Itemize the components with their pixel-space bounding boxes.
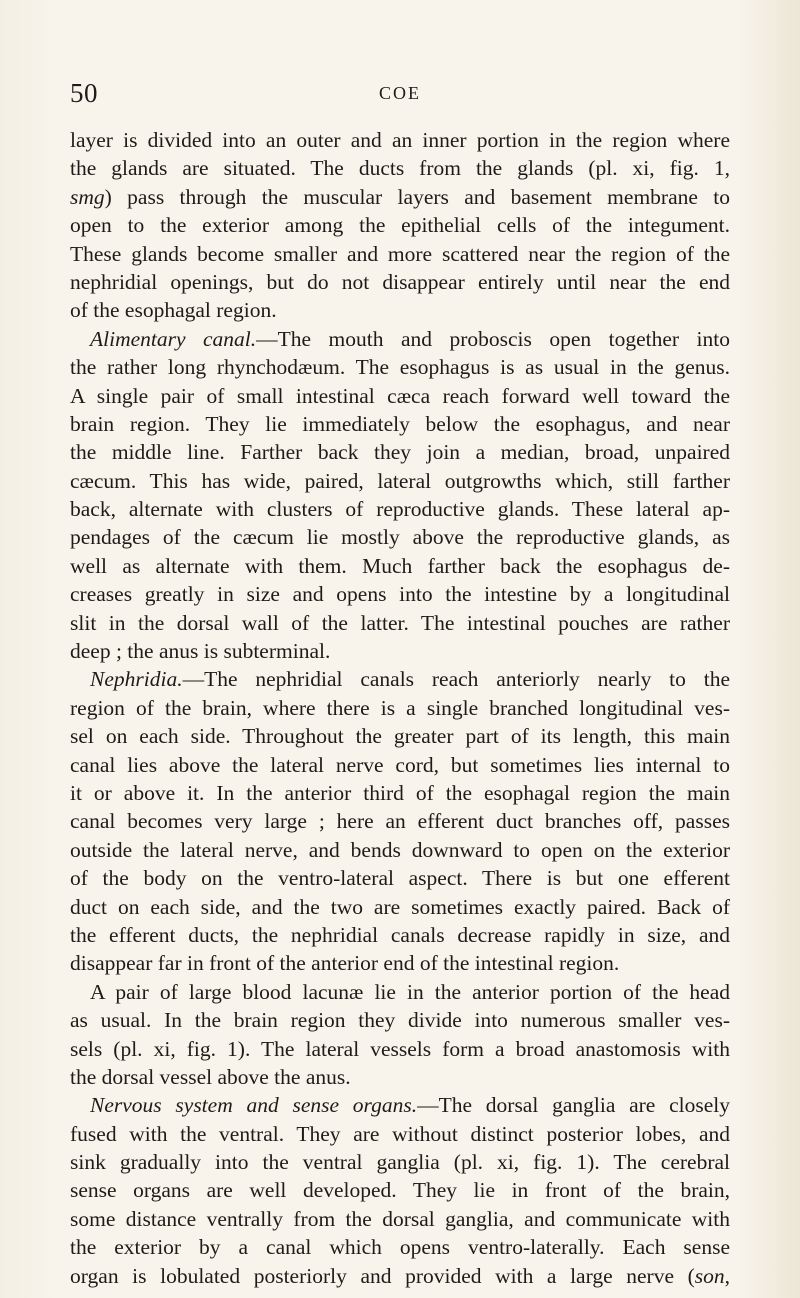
text-segment: fused with the ventral. They are without distinct posterior lobes, and: [70, 1121, 730, 1146]
text-segment: the exterior by a canal which opens ventro-laterally. Each sense: [70, 1235, 730, 1260]
page-header: [70, 78, 730, 108]
body-text: [70, 126, 730, 1290]
text-line: [70, 325, 730, 353]
text-line: [70, 523, 730, 551]
italic-text: Nervous system and sense organs.: [90, 1093, 418, 1118]
text-segment: sel on each side. Throughout the greater part of its length, this main: [70, 724, 730, 749]
text-segment: A single pair of small intestinal cæca reach forward well toward the: [70, 383, 730, 408]
text-segment: —The mouth and proboscis open together into: [256, 326, 730, 351]
text-line: [70, 154, 730, 182]
text-line: [70, 382, 730, 410]
text-line: [70, 353, 730, 381]
text-segment: region of the brain, where there is a single branched longitudinal ves-: [70, 695, 730, 720]
text-line: [70, 665, 730, 693]
text-segment: the dorsal vessel above the anus.: [70, 1064, 351, 1089]
text-line: [70, 1148, 730, 1176]
text-line: [70, 1006, 730, 1034]
text-segment: sink gradually into the ventral ganglia (pl. xi, fig. 1). The cerebral: [70, 1150, 730, 1175]
text-segment: some distance ventrally from the dorsal ganglia, and communicate with: [70, 1206, 730, 1231]
text-segment: it or above it. In the anterior third of the esophagal region the main: [70, 780, 730, 805]
text-line: [70, 921, 730, 949]
text-segment: the middle line. Farther back they join a median, broad, unpaired: [70, 440, 730, 465]
text-line: [70, 467, 730, 495]
text-segment: pendages of the cæcum lie mostly above the reproductive glands, as: [70, 525, 730, 550]
text-line: [70, 864, 730, 892]
text-segment: of the esophagal region.: [70, 298, 277, 323]
text-segment: sense organs are well developed. They lie in front of the brain,: [70, 1178, 730, 1203]
text-line: [70, 211, 730, 239]
text-line: [70, 779, 730, 807]
text-segment: outside the lateral nerve, and bends downward to open on the exterior: [70, 837, 730, 862]
text-line: [70, 1262, 730, 1290]
text-segment: sels (pl. xi, fig. 1). The lateral vessels form a broad anastomosis with: [70, 1036, 730, 1061]
text-line: [70, 1120, 730, 1148]
italic-text: smg: [70, 184, 105, 209]
text-line: [70, 1035, 730, 1063]
page-number: 50: [70, 78, 98, 108]
text-line: [70, 1205, 730, 1233]
text-line: [70, 240, 730, 268]
italic-text: Nephridia.: [90, 667, 183, 692]
text-segment: ) pass through the muscular layers and basement membrane to: [104, 184, 730, 209]
text-line: [70, 1091, 730, 1119]
text-segment: ,: [724, 1263, 730, 1288]
text-line: [70, 410, 730, 438]
text-segment: canal lies above the lateral nerve cord, but sometimes lies internal to: [70, 752, 730, 777]
text-segment: —The dorsal ganglia are closely: [417, 1093, 730, 1118]
text-line: [70, 893, 730, 921]
text-segment: brain region. They lie immediately below the esophagus, and near: [70, 411, 730, 436]
text-segment: creases greatly in size and opens into the intestine by a longitudinal: [70, 582, 730, 607]
text-segment: of the body on the ventro-lateral aspect. There is but one efferent: [70, 866, 730, 891]
text-segment: These glands become smaller and more scattered near the region of the: [70, 241, 730, 266]
text-line: [70, 268, 730, 296]
text-segment: back, alternate with clusters of reproductive glands. These lateral ap-: [70, 497, 730, 522]
text-line: [70, 126, 730, 154]
text-line: [70, 978, 730, 1006]
text-line: [70, 552, 730, 580]
text-segment: canal becomes very large ; here an efferent duct branches off, passes: [70, 809, 730, 834]
text-segment: as usual. In the brain region they divide into numerous smaller ves-: [70, 1008, 730, 1033]
text-segment: the glands are situated. The ducts from the glands (pl. xi, fig. 1,: [70, 156, 730, 181]
text-segment: duct on each side, and the two are sometimes exactly paired. Back of: [70, 894, 730, 919]
text-line: [70, 1233, 730, 1261]
text-segment: —The nephridial canals reach anteriorly nearly to the: [182, 667, 730, 692]
text-line: [70, 836, 730, 864]
text-segment: layer is divided into an outer and an inner portion in the region where: [70, 128, 730, 152]
text-segment: nephridial openings, but do not disappear entirely until near the end: [70, 269, 730, 294]
text-segment: A pair of large blood lacunæ lie in the anterior portion of the head: [90, 979, 730, 1004]
text-line: [70, 949, 730, 977]
italic-text: son: [694, 1263, 725, 1288]
text-segment: open to the exterior among the epithelial cells of the integument.: [70, 213, 730, 238]
text-segment: the rather long rhynchodæum. The esophagus is as usual in the genus.: [70, 355, 730, 380]
running-head: COE: [379, 83, 421, 103]
text-line: [70, 722, 730, 750]
text-line: [70, 495, 730, 523]
text-line: [70, 183, 730, 211]
text-segment: the efferent ducts, the nephridial canals decrease rapidly in size, and: [70, 922, 730, 947]
text-segment: slit in the dorsal wall of the latter. The intestinal pouches are rather: [70, 610, 730, 635]
text-line: [70, 296, 730, 324]
text-line: [70, 694, 730, 722]
text-segment: deep ; the anus is subterminal.: [70, 639, 331, 664]
text-segment: cæcum. This has wide, paired, lateral outgrowths which, still farther: [70, 468, 730, 493]
text-line: [70, 1176, 730, 1204]
text-line: [70, 580, 730, 608]
text-segment: organ is lobulated posteriorly and provided with a large nerve (: [70, 1263, 695, 1288]
text-segment: well as alternate with them. Much farther back the esophagus de-: [70, 553, 730, 578]
text-line: [70, 807, 730, 835]
text-line: [70, 1063, 730, 1091]
text-segment: disappear far in front of the anterior end of the intestinal region.: [70, 951, 620, 976]
text-line: [70, 438, 730, 466]
italic-text: Alimentary canal.: [90, 326, 257, 351]
text-line: [70, 637, 730, 665]
text-line: [70, 751, 730, 779]
text-line: [70, 609, 730, 637]
